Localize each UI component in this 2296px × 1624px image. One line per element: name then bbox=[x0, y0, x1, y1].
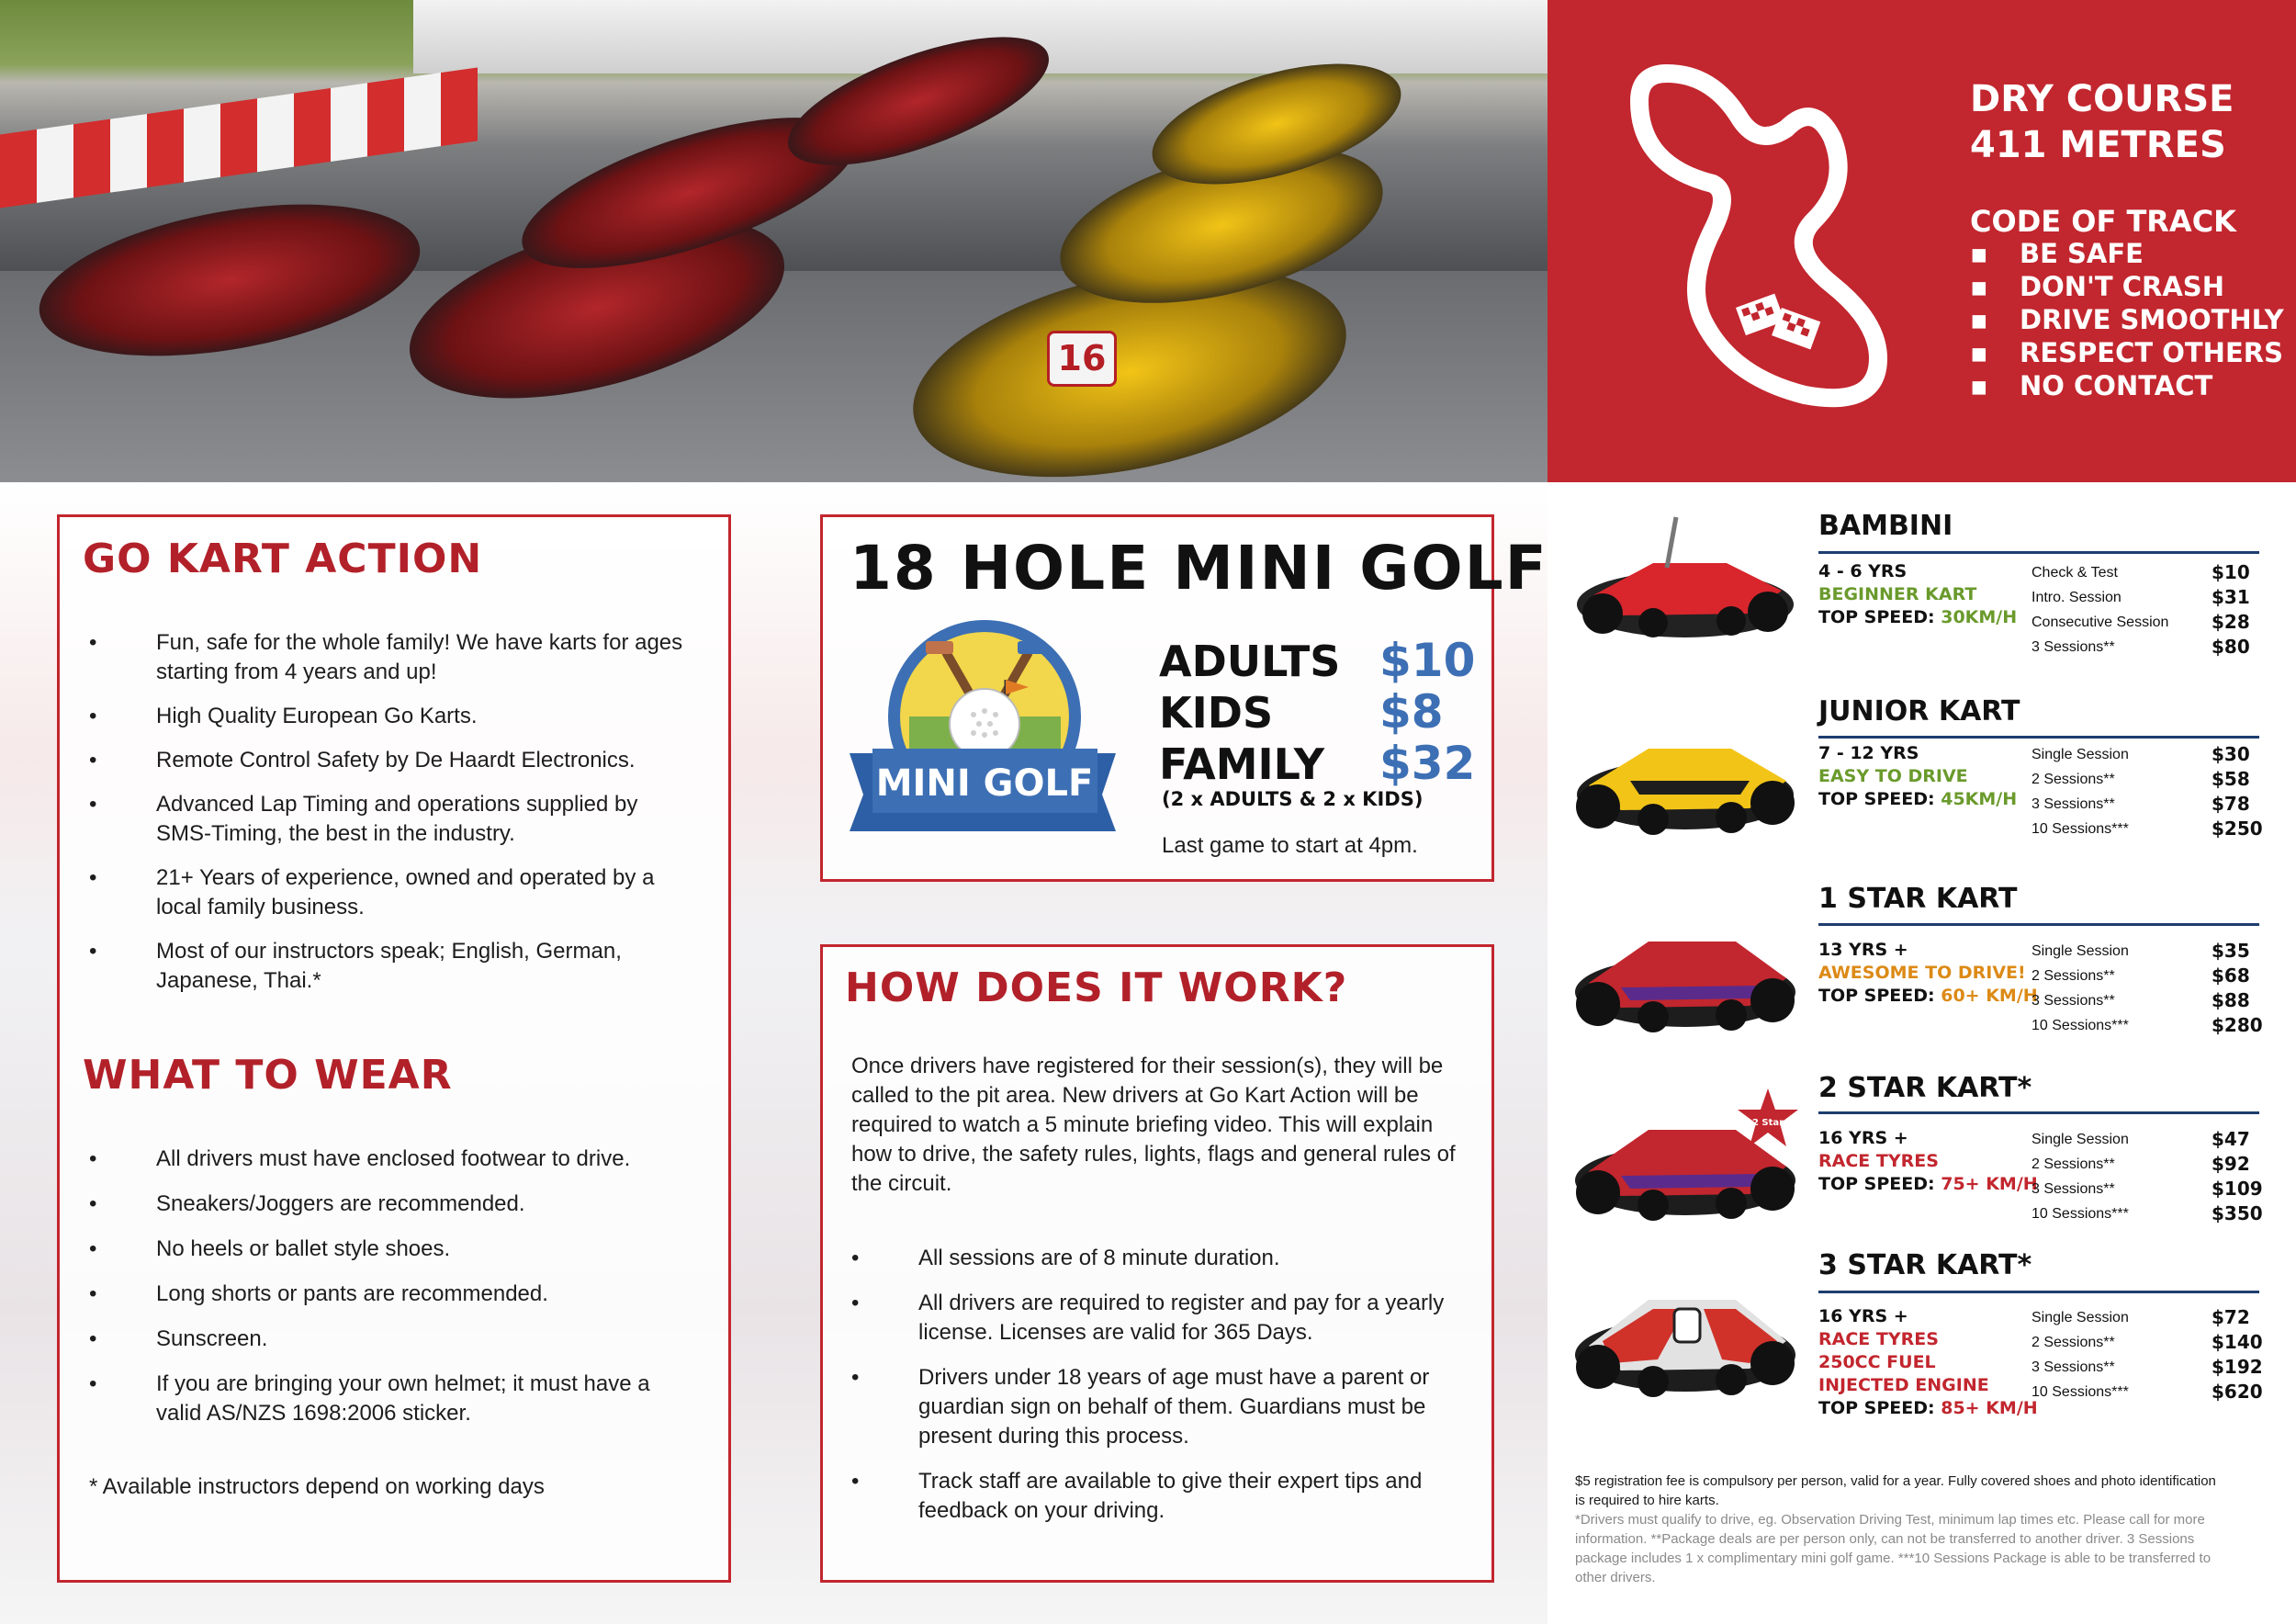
list-item: • Fun, safe for the whole family! We have karts for ages starting from 4 years and up! bbox=[89, 628, 695, 687]
fine-print: *Drivers must qualify to drive, eg. Observation Driving Test, minimum lap times etc. Please call for more information. **Package deals are per person only, can not be transferred to another driver. 3 Sessions package includes 1 x complimentary mini golf game. ***10 Sessions Package is able to be transferred to other drivers. bbox=[1575, 1512, 2212, 1585]
kart-prices: $47 $92 $109 $350 bbox=[2212, 1128, 2263, 1224]
list-item: • Sunscreen. bbox=[89, 1325, 695, 1354]
kart-feature: INJECTED ENGINE bbox=[1818, 1375, 1989, 1395]
kart-feature: RACE TYRES bbox=[1818, 1151, 1939, 1171]
star-badge-icon bbox=[1736, 1087, 1800, 1151]
golf-price-value: $32 bbox=[1379, 737, 1476, 790]
family-price-note: (2 x ADULTS & 2 x KIDS) bbox=[1162, 788, 1424, 810]
course-length: 411 METRES bbox=[1970, 124, 2226, 166]
golf-price-label: KIDS bbox=[1159, 688, 1274, 738]
list-item: • Long shorts or pants are recommended. bbox=[89, 1280, 695, 1309]
list-item: • Drivers under 18 years of age must have a parent or guardian sign on behalf of them. Guardians must be present during this process. bbox=[851, 1363, 1476, 1451]
kart-sessions: Single Session 2 Sessions** 3 Sessions** 10 Sessions*** bbox=[2032, 747, 2129, 837]
kart-speed: TOP SPEED: 30KM/H bbox=[1818, 607, 2018, 627]
kart-feature: AWESOME TO DRIVE! bbox=[1818, 963, 2026, 983]
kart-details bbox=[1818, 939, 2038, 1008]
three-star-kart-image bbox=[1566, 1268, 1805, 1405]
what-to-wear-title: WHAT TO WEAR bbox=[83, 1052, 453, 1099]
kart-speed: TOP SPEED: 45KM/H bbox=[1818, 789, 2018, 809]
list-item: • Most of our instructors speak; English, German, Japanese, Thai.* bbox=[89, 937, 695, 996]
mini-golf-logo-text: MINI GOLF bbox=[875, 762, 1094, 805]
kart-name: BAMBINI bbox=[1818, 510, 1953, 542]
instructors-footnote: * Available instructors depend on working days bbox=[89, 1474, 545, 1499]
kart-prices: $72 $140 $192 $620 bbox=[2212, 1306, 2263, 1403]
last-game-note: Last game to start at 4pm. bbox=[1162, 833, 1418, 858]
list-item: • 21+ Years of experience, owned and operated by a local family business. bbox=[89, 863, 695, 922]
code-of-track-title: CODE OF TRACK bbox=[1970, 204, 2236, 239]
kart-sessions: Single Session 2 Sessions** 3 Sessions** 10 Sessions*** bbox=[2032, 1132, 2129, 1222]
kart-age: 13 YRS + bbox=[1818, 940, 1908, 960]
track-barrier bbox=[0, 67, 478, 208]
course-type: DRY COURSE bbox=[1970, 78, 2234, 120]
checkered-flags-icon bbox=[1736, 294, 1820, 350]
track-rule: ▪ NO CONTACT bbox=[1970, 370, 2213, 401]
kart-details bbox=[1818, 742, 2017, 811]
go-kart-action-list bbox=[89, 628, 695, 996]
golf-price-label: ADULTS bbox=[1159, 637, 1341, 686]
kart-speed: TOP SPEED: 75+ KM/H bbox=[1818, 1174, 2038, 1194]
kart-name: 3 STAR KART* bbox=[1818, 1249, 2032, 1281]
list-item: • All sessions are of 8 minute duration. bbox=[851, 1244, 1476, 1273]
golf-price-value: $10 bbox=[1379, 634, 1476, 687]
kart-prices: $35 $68 $88 $280 bbox=[2212, 940, 2263, 1036]
bambini-kart-image bbox=[1566, 513, 1805, 650]
what-to-wear-list bbox=[89, 1145, 695, 1428]
kart-age: 4 - 6 YRS bbox=[1818, 561, 1908, 581]
kart-speed: TOP SPEED: 85+ KM/H bbox=[1818, 1398, 2038, 1418]
mini-golf-title: 18 HOLE MINI GOLF bbox=[850, 533, 1548, 603]
list-item: • Advanced Lap Timing and operations supplied by SMS-Timing, the best in the industry. bbox=[89, 790, 695, 849]
track-rule: ▪ RESPECT OTHERS bbox=[1970, 337, 2283, 368]
kart-number-plate: 16 bbox=[1047, 331, 1117, 387]
kart-divider bbox=[1818, 736, 2259, 739]
list-item: • All drivers are required to register and pay for a yearly license. Licenses are valid for 365 Days. bbox=[851, 1289, 1476, 1348]
kart-age: 16 YRS + bbox=[1818, 1128, 1908, 1148]
list-item: • Track staff are available to give their expert tips and feedback on your driving. bbox=[851, 1467, 1476, 1526]
kart-sessions: Check & Test Intro. Session Consecutive Session 3 Sessions** bbox=[2032, 565, 2169, 655]
kart-prices: $10 $31 $28 $80 bbox=[2212, 561, 2250, 658]
how-it-works-list bbox=[851, 1244, 1476, 1526]
track-rule: ▪ DON'T CRASH bbox=[1970, 271, 2224, 302]
kart-divider bbox=[1818, 1291, 2259, 1293]
track-info-panel bbox=[1548, 0, 2296, 482]
kart-feature: 250CC FUEL bbox=[1818, 1352, 1936, 1372]
kart-divider bbox=[1818, 923, 2259, 926]
track-rule: ▪ DRIVE SMOOTHLY bbox=[1970, 304, 2284, 335]
kart-details bbox=[1818, 1305, 2038, 1420]
kart-name: 2 STAR KART* bbox=[1818, 1072, 2032, 1104]
kart-details bbox=[1818, 1127, 2038, 1196]
kart-feature: EASY TO DRIVE bbox=[1818, 766, 1968, 786]
list-item: • Remote Control Safety by De Haardt Electronics. bbox=[89, 746, 695, 775]
one-star-kart-image bbox=[1566, 905, 1805, 1043]
list-item: • If you are bringing your own helmet; it must have a valid AS/NZS 1698:2006 sticker. bbox=[89, 1370, 695, 1428]
kart-feature: BEGINNER KART bbox=[1818, 584, 1977, 604]
kart-feature: RACE TYRES bbox=[1818, 1329, 1939, 1349]
list-item: • All drivers must have enclosed footwear to drive. bbox=[89, 1145, 695, 1174]
registration-note: $5 registration fee is compulsory per person, valid for a year. Fully covered shoes and photo identification is required to hire karts. bbox=[1575, 1473, 2216, 1508]
kart-divider bbox=[1818, 551, 2259, 554]
kart-details bbox=[1818, 560, 2017, 629]
list-item: • No heels or ballet style shoes. bbox=[89, 1235, 695, 1264]
track-layout-icon bbox=[1603, 46, 1896, 432]
list-item: • Sneakers/Joggers are recommended. bbox=[89, 1190, 695, 1219]
mini-golf-logo-icon bbox=[845, 615, 1120, 845]
track-rules-list bbox=[1970, 237, 2284, 402]
list-item: • High Quality European Go Karts. bbox=[89, 702, 695, 731]
golf-price-value: $8 bbox=[1379, 685, 1444, 739]
golf-price-label: FAMILY bbox=[1159, 739, 1325, 789]
kart-sessions: Single Session 2 Sessions** 3 Sessions** 10 Sessions*** bbox=[2032, 943, 2129, 1033]
kart-divider bbox=[1818, 1111, 2259, 1114]
junior-kart-image bbox=[1566, 707, 1805, 845]
kart-prices: $30 $58 $78 $250 bbox=[2212, 743, 2263, 840]
how-it-works-title: HOW DOES IT WORK? bbox=[845, 964, 1348, 1011]
kart-speed: TOP SPEED: 60+ KM/H bbox=[1818, 986, 2038, 1006]
hero-photo-karts bbox=[0, 0, 1548, 482]
kart-name: JUNIOR KART bbox=[1818, 695, 2020, 727]
go-kart-action-title: GO KART ACTION bbox=[83, 536, 483, 582]
kart-age: 7 - 12 YRS bbox=[1818, 743, 1919, 763]
how-it-works-intro: Once drivers have registered for their session(s), they will be called to the pit area. New drivers at Go Kart Action will be required to watch a 5 minute briefing video. This will explain how to drive, the safety rules, lights, flags and general rules of the circuit. bbox=[851, 1054, 1456, 1196]
kart-sessions: Single Session 2 Sessions** 3 Sessions** 10 Sessions*** bbox=[2032, 1310, 2129, 1400]
star-badge-text: 2 Star bbox=[1751, 1118, 1784, 1128]
kart-age: 16 YRS + bbox=[1818, 1306, 1908, 1326]
kart-name: 1 STAR KART bbox=[1818, 883, 2018, 915]
track-rule: ▪ BE SAFE bbox=[1970, 238, 2144, 269]
